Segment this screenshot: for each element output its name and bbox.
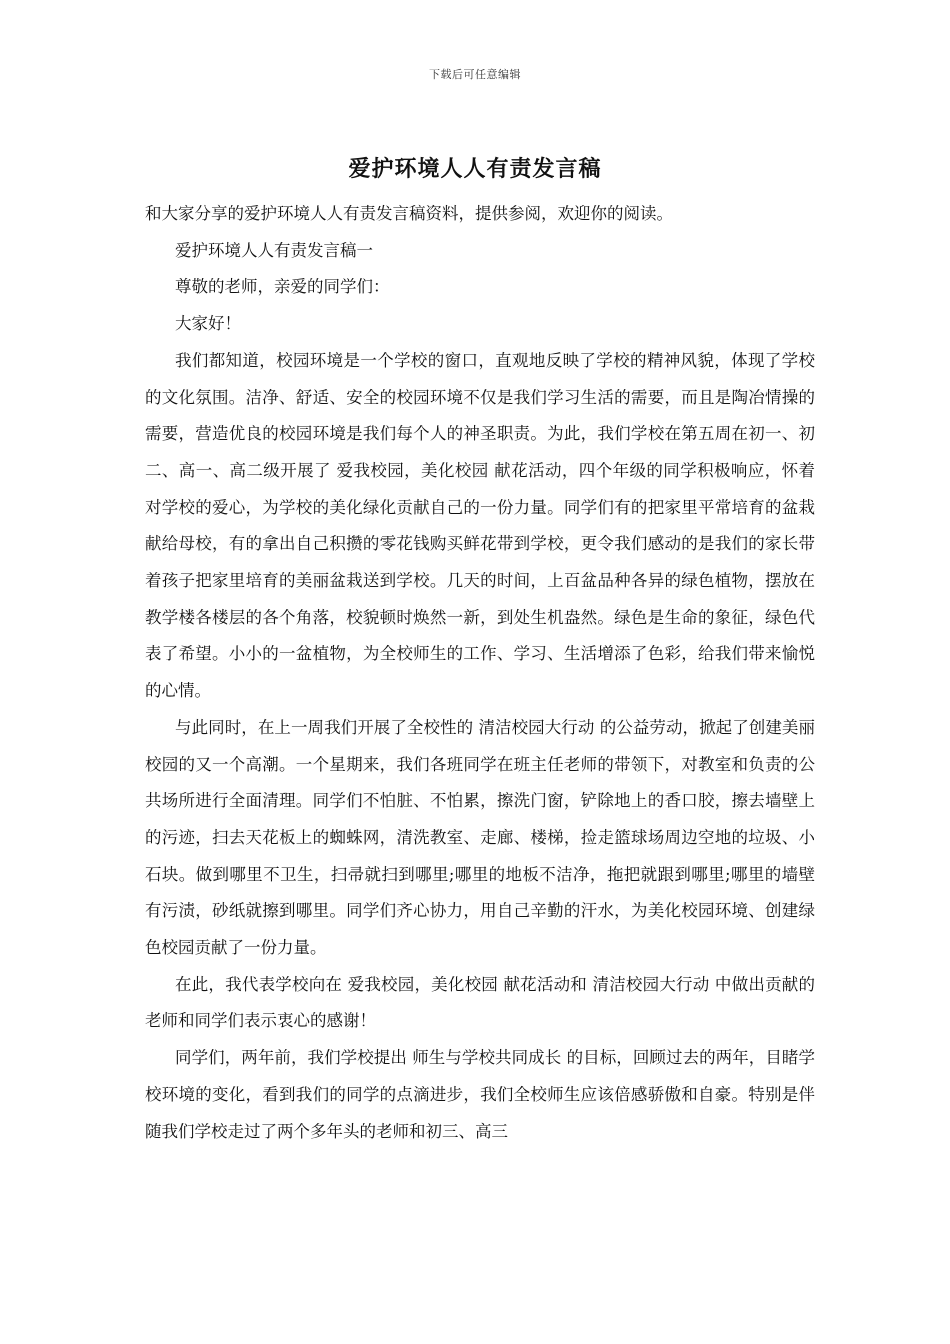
body-paragraph: 与此同时，在上一周我们开展了全校性的 清洁校园大行动 的公益劳动，掀起了创建美丽校园的又一个高潮。一个星期来，我们各班同学在班主任老师的带领下，对教室和负责的公共场所进行全面清理。同学们不怕脏、不怕累，擦洗门窗，铲除地上的香口胶，擦去墙壁上的污迹，扫去天花板上的蜘蛛网，清洗教室、走廊、楼梯，捡走篮球场周边空地的垃圾、小石块。做到哪里不卫生，扫帚就扫到哪里;哪里的地板不洁净，拖把就跟到哪里;哪里的墙壁有污渍，砂纸就擦到哪里。同学们齐心协力，用自己辛勤的汗水，为美化校园环境、创建绿色校园贡献了一份力量。	[145, 717, 815, 958]
intro-paragraph: 和大家分享的爱护环境人人有责发言稿资料，提供参阅，欢迎你的阅读。	[145, 204, 673, 223]
salutation: 尊敬的老师，亲爱的同学们：	[175, 277, 390, 297]
body-paragraph: 我们都知道，校园环境是一个学校的窗口，直观地反映了学校的精神风貌，体现了学校的文化氛围。洁净、舒适、安全的校园环境不仅是我们学习生活的需要，而且是陶冶情操的需要，营造优良的校园环境是我们每个人的神圣职责。为此，我们学校在第五周在初一、初二、高一、高二级开展了 爱我校园，美化校园 献花活动，四个年级的同学积极响应，怀着对学校的爱心，为学校的美化绿化贡献自己的一份力量。同学们有的把家里平常培育的盆栽献给母校，有的拿出自己积攒的零花钱购买鲜花带到学校，更令我们感动的是我们的家长带着孩子把家里培育的美丽盆栽送到学校。几天的时间，上百盆品种各异的绿色植物，摆放在教学楼各楼层的各个角落，校貌顿时焕然一新，到处生机盎然。绿色是生命的象征，绿色代表了希望。小小的一盆植物，为全校师生的工作、学习、生活增添了色彩，给我们带来愉悦的心情。	[145, 350, 815, 701]
greeting: 大家好！	[175, 314, 241, 334]
section-heading: 爱护环境人人有责发言稿一	[175, 240, 373, 260]
body-paragraph: 在此，我代表学校向在 爱我校园，美化校园 献花活动和 清洁校园大行动 中做出贡献的老师和同学们表示衷心的感谢！	[145, 974, 815, 1031]
header-note: 下载后可任意编辑	[429, 68, 521, 81]
body-paragraph: 同学们，两年前，我们学校提出 师生与学校共同成长 的目标，回顾过去的两年，目睹学校环境的变化，看到我们的同学的点滴进步，我们全校师生应该倍感骄傲和自豪。特别是伴随我们学校走过了两个多年头的老师和初三、高三	[145, 1048, 815, 1141]
document-body	[145, 196, 815, 1150]
document-title: 爱护环境人人有责发言稿	[348, 156, 602, 182]
